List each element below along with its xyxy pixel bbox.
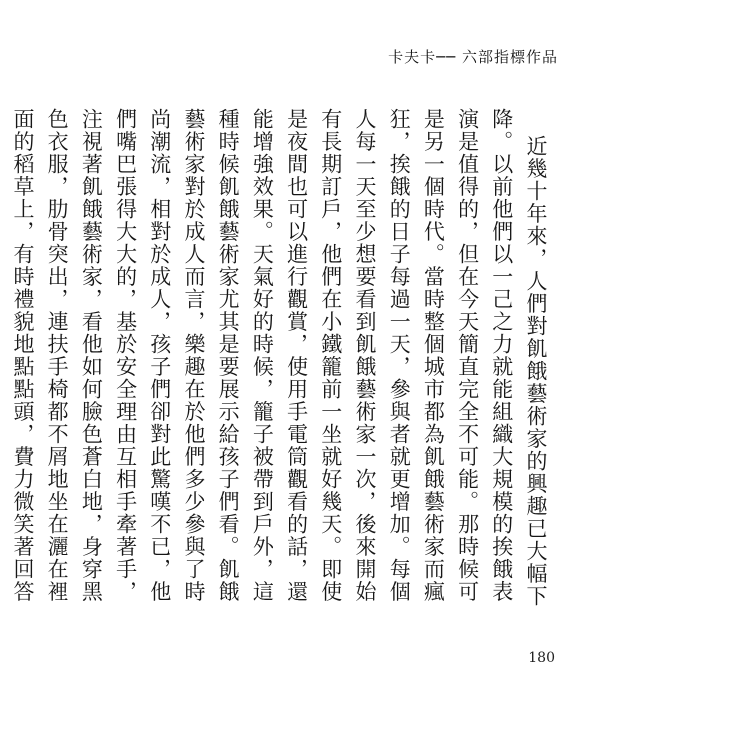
page-number: 180 [528,650,555,666]
body-text-column [10,108,553,618]
running-header: 卡夫卡── 六部指標作品 [388,48,558,66]
paragraph: 近幾十年來，人們對飢餓藝術家的興趣已大幅下降。以前他們以一己之力就能組織大規模的挨餓表演是值得的，但在今天簡直完全不可能。那時候可是另一個時代。當時整個城市都為飢餓藝術家而瘋狂，挨餓的日子每過一天，參與者就更增加。每個人每一天至少想要看到飢餓藝術家一次，後來開始有長期訂戶，他們在小鐵籠前一坐就好幾天。即使是夜間也可以進行觀賞，使用手電筒觀看的話，還能增強效果。天氣好的時候，籠子被帶到戶外，這種時候飢餓藝術家尤其是要展示給孩子們看。飢餓藝術家對於成人而言，樂趣在於他們多少參與了時尚潮流，相對於成人，孩子們卻對此驚嘆不已，他們嘴巴張得大大的，基於安全理由互相手牽著手，注視著飢餓藝術家，看他如何臉色蒼白地，身穿黑色衣服，肋骨突出，連扶手椅都不屑地坐在灑在裡面的稻草上，有時禮貌地點點頭，費力微笑著回答 [10,108,548,608]
